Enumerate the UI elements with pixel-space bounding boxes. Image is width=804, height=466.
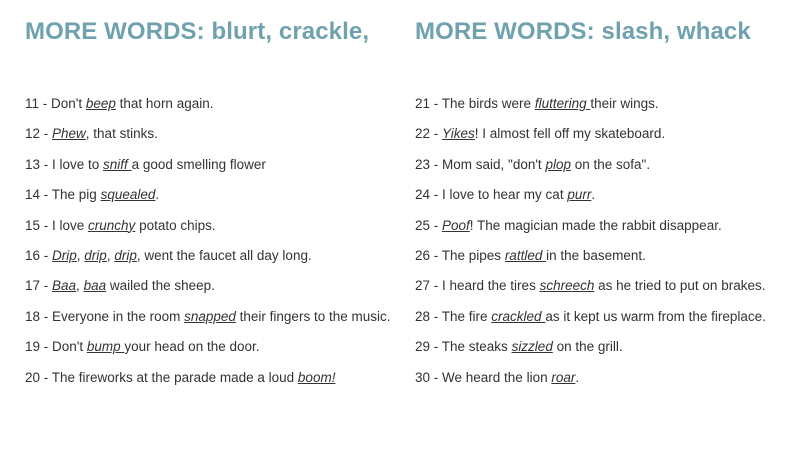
sentence-text: that horn again. xyxy=(115,96,214,111)
sentence-text: 18 - Everyone in the room xyxy=(25,308,185,324)
sentence-text: potato chips. xyxy=(135,217,216,233)
example-sentence xyxy=(415,216,766,246)
sentence-text: , xyxy=(106,247,115,263)
sentence-text: 29 - The steaks xyxy=(415,339,512,355)
example-sentence xyxy=(25,216,390,246)
onomatopoeia-word: Phew xyxy=(52,126,86,142)
example-sentence xyxy=(25,368,390,398)
sentence-text: 23 - Mom said, "don't xyxy=(415,156,546,172)
sentence-text: as he tried to put on brakes. xyxy=(594,278,766,294)
sentence-text: 17 - xyxy=(25,278,53,294)
sentence-text: 26 - The pipes xyxy=(415,247,505,263)
sentence-text: their wings. xyxy=(590,96,659,111)
sentence-text: wailed the sheep. xyxy=(106,278,215,294)
sentence-text: . xyxy=(591,187,596,203)
onomatopoeia-word: plop xyxy=(545,156,571,172)
onomatopoeia-word: boom! xyxy=(297,369,336,385)
onomatopoeia-word: baa xyxy=(83,278,107,294)
sentence-text: , that stinks. xyxy=(85,126,158,142)
sentence-text: 21 - The birds were xyxy=(415,96,535,111)
left-word-list xyxy=(25,94,390,398)
example-sentence xyxy=(415,276,766,306)
onomatopoeia-word: drip xyxy=(84,247,107,263)
sentence-text: 15 - I love xyxy=(25,217,89,233)
sentence-text: . xyxy=(155,187,160,203)
onomatopoeia-word: snapped xyxy=(184,308,236,324)
sentence-text: 24 - I love to hear my cat xyxy=(415,187,568,203)
example-sentence xyxy=(415,94,766,124)
sentence-text: 22 - xyxy=(415,126,443,142)
onomatopoeia-word: Baa xyxy=(52,278,77,294)
example-sentence xyxy=(25,246,390,276)
sentence-text: their fingers to the music. xyxy=(235,308,391,324)
onomatopoeia-word: beep xyxy=(85,96,116,111)
onomatopoeia-word: purr xyxy=(567,187,592,203)
sentence-text: 28 - The fire xyxy=(415,308,492,324)
example-sentence xyxy=(25,337,390,367)
onomatopoeia-word: bump xyxy=(86,339,125,355)
onomatopoeia-word: sizzled xyxy=(511,339,553,355)
example-sentence xyxy=(415,185,766,215)
sentence-text: 19 - Don't xyxy=(25,339,87,355)
sentence-text: ! I almost fell off my skateboard. xyxy=(474,126,666,142)
left-column-heading: MORE WORDS: blurt, crackle, xyxy=(25,18,370,45)
onomatopoeia-word: rattled xyxy=(504,247,547,263)
example-sentence xyxy=(415,124,766,154)
onomatopoeia-word: Drip xyxy=(52,247,77,263)
example-sentence xyxy=(415,307,766,337)
sentence-text: 20 - The fireworks at the parade made a loud xyxy=(25,369,298,385)
example-sentence xyxy=(415,155,766,185)
sentence-text: 11 - Don't xyxy=(25,96,86,111)
sentence-text: ! The magician made the rabbit disappear. xyxy=(469,217,722,233)
sentence-text: , xyxy=(76,278,84,294)
sentence-text: your head on the door. xyxy=(124,339,260,355)
example-sentence xyxy=(25,307,390,337)
onomatopoeia-word: crunchy xyxy=(88,217,136,233)
sentence-text: 27 - I heard the tires xyxy=(415,278,540,294)
onomatopoeia-word: Yikes xyxy=(442,126,475,142)
sentence-text: . xyxy=(575,369,580,385)
example-sentence xyxy=(25,185,390,215)
sentence-text: 14 - The pig xyxy=(25,187,101,203)
sentence-text: 13 - I love to xyxy=(25,156,104,172)
onomatopoeia-word: squealed xyxy=(100,187,156,203)
sentence-text: as it kept us warm from the fireplace. xyxy=(545,308,766,324)
example-sentence xyxy=(25,155,390,185)
right-word-list xyxy=(415,94,766,398)
onomatopoeia-word: sniff xyxy=(103,156,132,172)
onomatopoeia-word: fluttering xyxy=(534,96,591,111)
right-column-heading: MORE WORDS: slash, whack xyxy=(415,18,751,45)
sentence-text: on the sofa". xyxy=(570,156,651,172)
sentence-text: on the grill. xyxy=(552,339,623,355)
example-sentence xyxy=(415,337,766,367)
sentence-text: 30 - We heard the lion xyxy=(415,369,552,385)
example-sentence xyxy=(25,276,390,306)
sentence-text: 12 - xyxy=(25,126,53,142)
sentence-text: in the basement. xyxy=(546,247,646,263)
sentence-text: a good smelling flower xyxy=(131,156,266,172)
sentence-text: , went the faucet all day long. xyxy=(136,247,312,263)
sentence-text: 16 - xyxy=(25,247,53,263)
onomatopoeia-word: roar xyxy=(551,369,576,385)
onomatopoeia-word: schreech xyxy=(539,278,595,294)
example-sentence xyxy=(25,124,390,154)
sentence-text: 25 - xyxy=(415,217,443,233)
onomatopoeia-word: drip xyxy=(114,247,137,263)
example-sentence xyxy=(415,246,766,276)
onomatopoeia-word: Poof xyxy=(442,217,470,233)
example-sentence xyxy=(25,94,390,124)
onomatopoeia-word: crackled xyxy=(491,308,546,324)
sentence-text: , xyxy=(76,247,85,263)
example-sentence xyxy=(415,368,766,398)
